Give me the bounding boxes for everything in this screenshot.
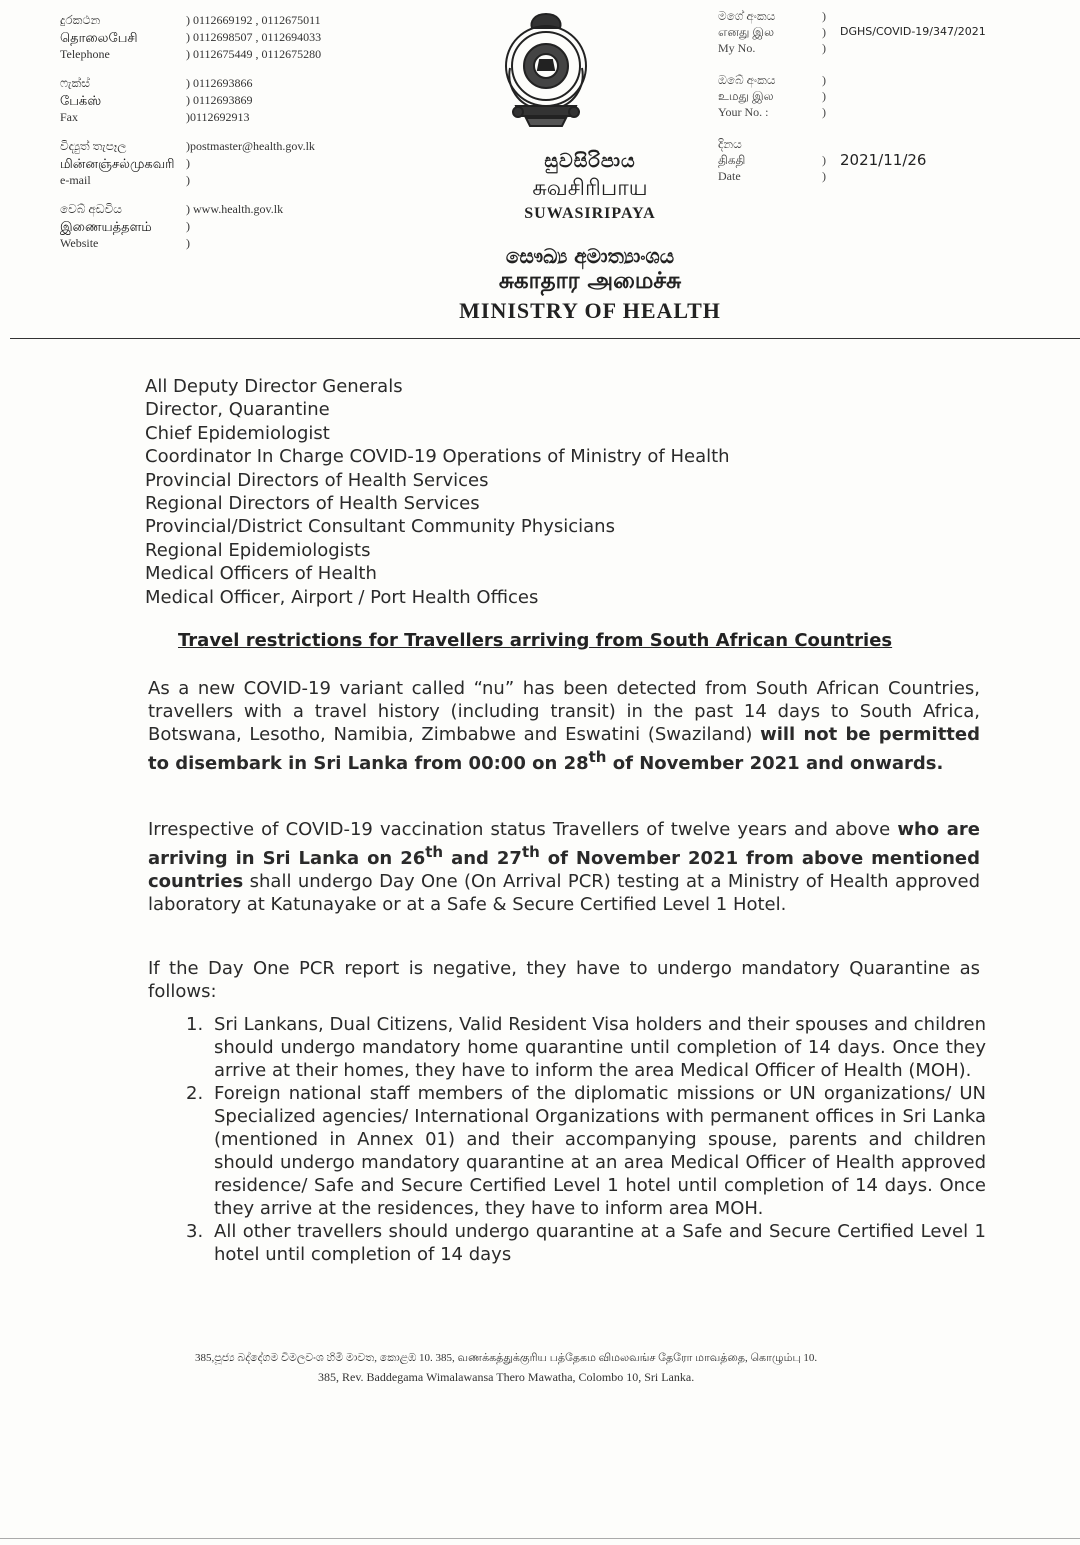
list-text: All other travellers should undergo quarantine at a Safe and Secure Certified Level 1 hotel until completion of 14 days [214,1221,986,1265]
contact-value: ) [186,219,190,233]
ref-label: Your No. : [718,105,769,119]
list-text: Sri Lankans, Dual Citizens, Valid Resident Visa holders and their spouses and children should undergo mandatory home quarantine until completion of 14 days. Once they arrive at their homes, they have to inform the area Medical Officer of Health (MOH). [214,1014,986,1081]
paragraph-text: shall undergo Day One (On Arrival PCR) testing at a Ministry of Health approved laboratory at Katunayake or at a Safe & Secure Certified Level 1 Hotel. [148,871,980,915]
contact-value: ) 0112693869 [186,93,253,107]
contact-value: ) 0112675449 , 0112675280 [186,47,322,61]
contact-label: e-mail [60,173,91,187]
addressee: Medical Officer, Airport / Port Health Offices [145,586,539,608]
list-number: 1. [186,1014,204,1035]
contact-label: பேக்ஸ் [60,93,102,108]
footer-address-local: 385,පූජ්‍ය බද්දේගම විමලවංශ හිමි මාවත, කොළඹ 10. 385, வணக்கத்துக்குரிய பத்தேகம விமலவங்ச தேரோ மாவத்தை, கொழும்பு 10. [195,1352,818,1364]
contact-label: දුරකථන [60,13,101,27]
superscript: th [521,843,540,861]
contact-value: )0112692913 [186,110,250,124]
addressee: Provincial Directors of Health Services [145,469,489,491]
contact-label: தொலைபேசி [60,30,138,45]
ref-label: දිනය [718,137,742,151]
telephone-group [60,12,380,63]
website-group [60,201,380,252]
contact-value: ) 0112693866 [186,76,253,90]
addressee: Chief Epidemiologist [145,422,330,444]
contact-value: ) [186,156,190,170]
list-number: 3. [186,1221,204,1242]
contact-value: ) [186,236,190,250]
paragraph-variant-notice [148,677,980,775]
email-group [60,138,380,189]
paragraph-quarantine-intro: If the Day One PCR report is negative, they have to undergo mandatory Quarantine as follows: [148,958,980,1002]
contact-label: இணையத்தளம் [60,219,152,234]
addressee: All Deputy Director Generals [145,376,403,397]
ref-label: My No. [718,41,756,55]
contact-label: විද්‍යුත් තැපෑල [60,139,127,153]
footer-address [195,1352,965,1385]
addressee: Regional Directors of Health Services [145,493,480,515]
superscript: th [425,843,444,861]
masthead-sinhala-building: සුවසිරිපාය [544,150,636,172]
ref-label: ඔබේ අංකය [718,73,776,87]
masthead-english-building: SUWASIRIPAYA [524,205,656,222]
page-edge [0,1538,1080,1539]
contact-value: )postmaster@health.gov.lk [186,139,315,153]
addressee: Director, Quarantine [145,399,330,421]
list-item [186,1220,986,1266]
contact-label: ෆැක්ස් [60,76,90,90]
addressee: Medical Officers of Health [145,563,377,585]
ref-label: உமது இல [718,89,774,103]
list-item [186,1013,986,1082]
contact-block [60,12,380,264]
national-emblem-icon [496,8,596,128]
ref-label: திகதி [718,153,746,167]
addressee-list [145,375,730,609]
your-number-group: ඔබේ අංකය ) உமது இல ) Your No. : ) [718,73,826,119]
paragraph-bold: of November 2021 from above mentioned countries [148,848,980,892]
contact-value: ) [186,173,190,187]
subject-heading: Travel restrictions for Travellers arriving from South African Countries [178,630,893,651]
letterhead-divider [10,338,1080,339]
contact-value: ) www.health.gov.lk [186,202,284,216]
masthead-sinhala-ministry: සෞඛ්‍ය අමාත්‍යාංශය [505,244,675,268]
contact-label: Fax [60,110,78,124]
addressee: Coordinator In Charge COVID-19 Operations of Ministry of Health [145,446,730,468]
date-value: 2021/11/26 [840,151,927,169]
paragraph-text: Irrespective of COVID-19 vaccination status Travellers of twelve years and above [148,819,898,840]
fax-group [60,75,380,126]
reference-block [718,8,1058,200]
masthead-tamil-building: சுவசிரிபாய [532,176,648,201]
paragraph-bold: and 27 [443,848,522,869]
addressee: Regional Epidemiologists [145,539,371,561]
contact-label: වෙබ් අඩවිය [60,202,122,216]
paragraph-testing [148,818,980,916]
ref-label: எனது இல [718,25,775,39]
contact-value: ) 0112669192 , 0112675011 [186,13,321,27]
my-number-value: DGHS/COVID-19/347/2021 [840,25,986,38]
list-number: 2. [186,1083,204,1104]
date-group: දිනය திகதி ) 2021/11/26 Date ) [718,137,927,183]
paragraph-bold: of November 2021 and onwards. [606,753,944,774]
contact-label: Telephone [60,47,110,61]
footer-address-english: 385, Rev. Baddegama Wimalawansa Thero Mawatha, Colombo 10, Sri Lanka. [318,1370,695,1384]
list-text: Foreign national staff members of the diplomatic missions or UN organizations/ UN Specialized agencies/ International Organizations with permanent offices in Sri Lanka (mentioned in Annex 01) and their accompanying spouse, parents and children should undergo mandatory quarantine at an area Medical Officer of Health approved residence/ Safe and Secure Certified Level 1 hotel until completion of 14 days. Once they arrive at the residences, they have to inform area MOH. [214,1083,986,1219]
contact-label: Website [60,236,99,250]
ref-label: මගේ අංකය [718,9,776,23]
paragraph-bold: will not be permitted to disembark in Sri Lanka from 00:00 on 28 [148,724,981,774]
quarantine-list [186,1013,986,1266]
masthead-english-ministry: MINISTRY OF HEALTH [459,298,721,323]
paragraph-bold: who are arriving in Sri Lanka on 26 [148,819,980,869]
addressee: Provincial/District Consultant Community Physicians [145,516,615,538]
contact-label: மின்னஞ்சல்முகவரி [60,156,175,171]
masthead-tamil-ministry: சுகாதார அமைச்சு [498,268,682,294]
my-number-group: මගේ අංකය ) எனது இல ) DGHS/COVID-19/347/2021 My No. ) [718,9,986,55]
ref-label: Date [718,169,741,183]
list-item [186,1082,986,1220]
paragraph-text: As a new COVID-19 variant called “nu” has been detected from South African Countries, travellers with a travel history (including transit) in the past 14 days to South Africa, Botswana, Lesotho, Namibia, Zimbabwe and Eswatini (Swaziland) [148,678,980,745]
contact-value: ) 0112698507 , 0112694033 [186,30,322,44]
superscript: th [588,748,607,766]
